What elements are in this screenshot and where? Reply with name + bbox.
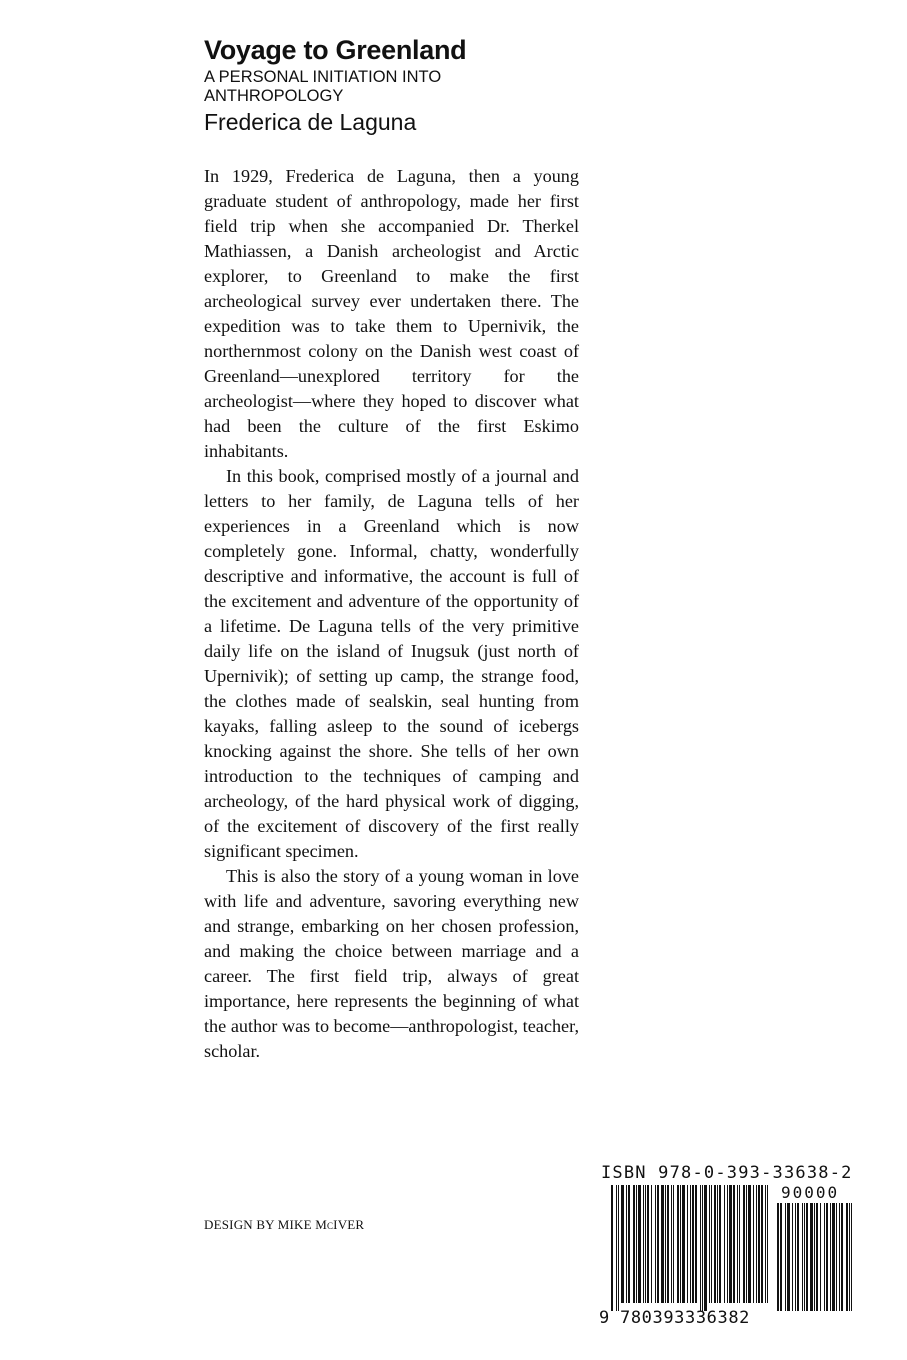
barcode-bar (727, 1185, 728, 1303)
barcode-bar (765, 1185, 766, 1303)
addon-bar (836, 1203, 837, 1311)
book-title: Voyage to Greenland (204, 35, 467, 65)
barcode-bar (748, 1185, 751, 1303)
barcode-bar (711, 1185, 712, 1303)
addon-bar (814, 1203, 815, 1311)
barcode-bar (724, 1185, 725, 1303)
barcode-bar (636, 1185, 637, 1303)
barcode-bar (682, 1185, 685, 1303)
addon-bar (797, 1203, 799, 1311)
barcode-bar (665, 1185, 666, 1303)
addon-barcode-bars (777, 1203, 852, 1311)
barcode-bar (626, 1185, 627, 1303)
barcode-bar (638, 1185, 641, 1303)
barcode-bar (719, 1185, 721, 1303)
barcode-bar (651, 1185, 652, 1303)
barcode-bar (709, 1185, 710, 1303)
addon-bar (777, 1203, 779, 1311)
barcode-bar (655, 1185, 656, 1303)
barcode-bar (618, 1185, 619, 1311)
barcode-bar (628, 1185, 630, 1303)
addon-bar (795, 1203, 796, 1311)
barcode-bar (758, 1185, 760, 1303)
book-description (204, 164, 579, 1064)
barcode-digits: 780393336382 (620, 1308, 751, 1328)
book-author: Frederica de Laguna (204, 109, 417, 135)
addon-bar (804, 1203, 805, 1311)
description-paragraph-1: In 1929, Frederica de Laguna, then a young graduate student of anthropology, made her first field trip when she accompanied Dr. Therkel Mathiassen, a Danish archeologist and Arctic explorer, to Greenland to make the first archeological survey ever undertaken there. The expedition was to take them to Upernivik, the northernmost colony on the Danish west coast of Greenland—unexplored territory for the archeologist—where they hoped to discover what had been the culture of the first Eskimo inhabitants. (204, 166, 579, 461)
description-paragraph-3: This is also the story of a young woman in love with life and adventure, savoring everything new and strange, embarking on her chosen profession, and making the choice between marriage and a career. The first field trip, always of great importance, here represents the beginning of what the author was to become—anthropologist, teacher, scholar. (204, 866, 579, 1061)
barcode-bar (657, 1185, 659, 1303)
barcode-bar (714, 1185, 716, 1303)
addon-bar (792, 1203, 793, 1311)
barcode-bar (729, 1185, 732, 1303)
isbn-label: ISBN 978-0-393-33638-2 (601, 1163, 853, 1183)
main-barcode-bars (611, 1185, 768, 1311)
barcode-bar (737, 1185, 738, 1303)
addon-bar (851, 1203, 852, 1311)
barcode-bar (746, 1185, 747, 1303)
description-paragraph-2: In this book, comprised mostly of a journal and letters to her family, de Laguna tells of her experiences in a Greenland which is now completely gone. Informal, chatty, wonderfully descriptive and informative, the account is full of the excitement and adventure of the opportunity of a lifetime. De Laguna tells of the very primitive daily life on the island of Inugsuk (just north of Upernivik); of setting up camp, the strange food, the clothes made of sealskin, seal hunting from kayaks, falling asleep to the sound of icebergs knocking against the shore. She tells of her own introduction to the techniques of camping and archeology, of the hard physical work of digging, of the excitement of discovery of the first really significant specimen. (204, 466, 579, 861)
barcode-bar (690, 1185, 691, 1303)
barcode-bar (677, 1185, 679, 1303)
addon-bar (849, 1203, 850, 1311)
barcode-bar (733, 1185, 735, 1303)
addon-bar (780, 1203, 782, 1311)
barcode-bar (739, 1185, 740, 1303)
barcode-bar (761, 1185, 763, 1303)
addon-bar (839, 1203, 840, 1311)
barcode-bar (700, 1185, 701, 1311)
barcode-bar (702, 1185, 703, 1311)
isbn-barcode (597, 1163, 859, 1333)
barcode-bar (667, 1185, 669, 1303)
title-block (204, 34, 624, 136)
addon-digits: 90000 (781, 1183, 840, 1202)
addon-bar (824, 1203, 825, 1311)
barcode-bar (756, 1185, 757, 1303)
barcode-first-digit: 9 (599, 1308, 610, 1328)
addon-bar (785, 1203, 786, 1311)
addon-bar (832, 1203, 835, 1311)
barcode-bar (687, 1185, 688, 1303)
barcode-bar (717, 1185, 718, 1303)
book-subtitle: A PERSONAL INITIATION INTO ANTHROPOLOGY (204, 68, 442, 105)
addon-bar (802, 1203, 803, 1311)
barcode-bar (671, 1185, 672, 1303)
barcode-bar (673, 1185, 674, 1303)
addon-bar (841, 1203, 843, 1311)
addon-bar (816, 1203, 818, 1311)
barcode-bar (611, 1185, 613, 1311)
barcode-bar (695, 1185, 697, 1303)
addon-bar (810, 1203, 813, 1311)
addon-bar (826, 1203, 828, 1311)
addon-bar (787, 1203, 790, 1311)
barcode-bar (661, 1185, 664, 1303)
addon-bar (846, 1203, 848, 1311)
barcode-bar (633, 1185, 635, 1303)
barcode-bar (753, 1185, 754, 1303)
addon-bar (820, 1203, 821, 1311)
barcode-bar (692, 1185, 694, 1303)
design-credit: DESIGN BY MIKE McIVER (204, 1217, 365, 1232)
barcode-bar (645, 1185, 646, 1303)
barcode-bar (743, 1185, 745, 1303)
barcode-bar (704, 1185, 707, 1311)
barcode-bar (621, 1185, 624, 1303)
barcode-bar (767, 1185, 768, 1303)
barcode-bar (616, 1185, 617, 1311)
barcode-bar (643, 1185, 644, 1303)
barcode-bar (647, 1185, 649, 1303)
barcode-bar (680, 1185, 681, 1303)
addon-bar (806, 1203, 808, 1311)
addon-bar (830, 1203, 831, 1311)
